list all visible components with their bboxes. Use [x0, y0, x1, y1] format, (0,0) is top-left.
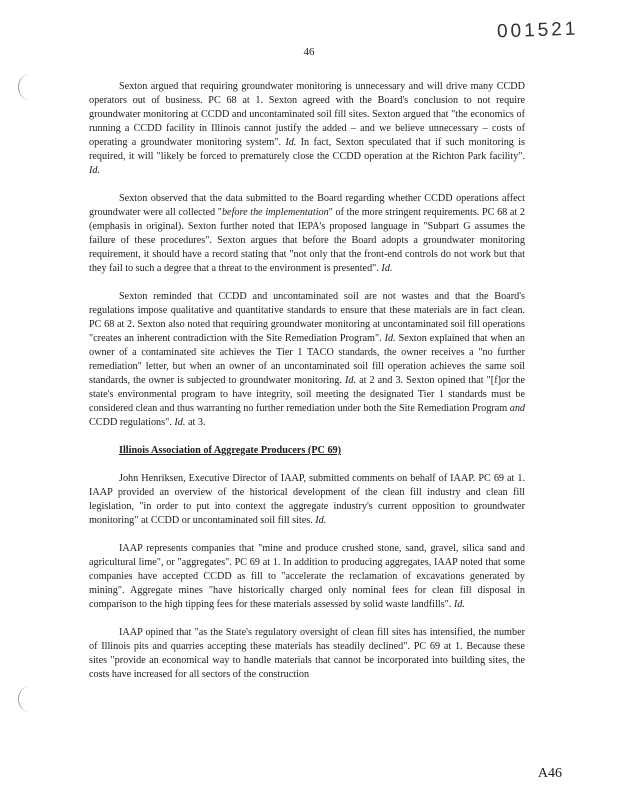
punch-hole-bottom — [18, 686, 41, 712]
page-number: 46 — [303, 46, 315, 58]
bates-stamp: 001521 — [496, 18, 579, 43]
paragraph: IAAP opined that "as the State's regulatory oversight of clean fill sites has intensified, the number of Illinois pits and quarries accepting these materials has steadily declined". PC 69 at 1. Because these sites "provide an economical way to handle materials that cannot be incorporated into building sites, the costs have increased for all sectors of the construction — [89, 627, 525, 680]
paragraph: John Henriksen, Executive Director of IAAP, submitted comments on behalf of IAAP. PC 69 at 1. IAAP provided an overview of the historical development of the clean fill industry and clean fill legislation, "in order to put into context the aggregate industry's current opposition to groundwater monitoring" at CCDD or uncontaminated soil fill sites. Id. — [89, 473, 525, 526]
footer-page-label: A46 — [537, 766, 562, 781]
paragraph: Sexton observed that the data submitted to the Board regarding whether CCDD operations affect groundwater were all collected "before the implementation" of the more stringent requirements. PC 68 at 2 (emphasis in original). Sexton further noted that IEPA's proposed language in "Subpart G assumes the failure of these procedures". Sexton argues that before the Board adopts a groundwater monitoring requirement, it should have a record stating that "not only that the front-end controls do not work but that they fail to such a degree that a threat to the environment is presented". Id. — [89, 193, 525, 274]
paragraph: IAAP represents companies that "mine and produce crushed stone, sand, gravel, silica sand and agricultural lime", or "aggregates". PC 69 at 1. In addition to producing aggregates, IAAP noted that some companies have accepted CCDD as fill to "accelerate the reclamation of excavations generated by mining". Aggregate mines "have historically charged only nominal fees for clean fill disposal in comparison to the high tipping fees for these materials assessed by solid waste landfills". Id. — [89, 543, 525, 610]
paragraph: Sexton argued that requiring groundwater monitoring is unnecessary and will drive many CCDD operators out of business. PC 68 at 1. Sexton agreed with the Board's conclusion to not require groundwater monitoring at CCDD and uncontaminated soil fill sites. Sexton argued that "the economics of running a CCDD facility in Illinois cannot justify the added – and we believe unnecessary – costs of operating a groundwater monitoring system". Id. In fact, Sexton speculated that if such monitoring is required, it will "likely be forced to prematurely close the CCDD operation at the Richton Park facility". Id. — [89, 81, 525, 176]
punch-hole-top — [18, 74, 41, 100]
section-heading: Illinois Association of Aggregate Producers (PC 69) — [119, 445, 342, 456]
body-text — [89, 80, 525, 696]
paragraph: Sexton reminded that CCDD and uncontaminated soil are not wastes and that the Board's regulations impose qualitative and quantitative standards to ensure that these materials are in fact clean. PC 68 at 2. Sexton also noted that requiring groundwater monitoring at uncontaminated soil fill operations "creates an inherent contradiction with the Site Remediation Program". Id. Sexton explained that when an owner of a contaminated site achieves the Tier 1 TACO standards, the owner receives a "no further remediation" letter, but when an owner of an uncontaminated soil fill operation achieves the same soil standards, the owner is subjected to groundwater monitoring. Id. at 2 and 3. Sexton opined that "[f]or the state's environmental program to have integrity, soil meeting the designated Tier 1 standards must be considered clean and thus warranting no further remediation under both the Site Remediation Program and CCDD regulations". Id. at 3. — [89, 291, 526, 428]
